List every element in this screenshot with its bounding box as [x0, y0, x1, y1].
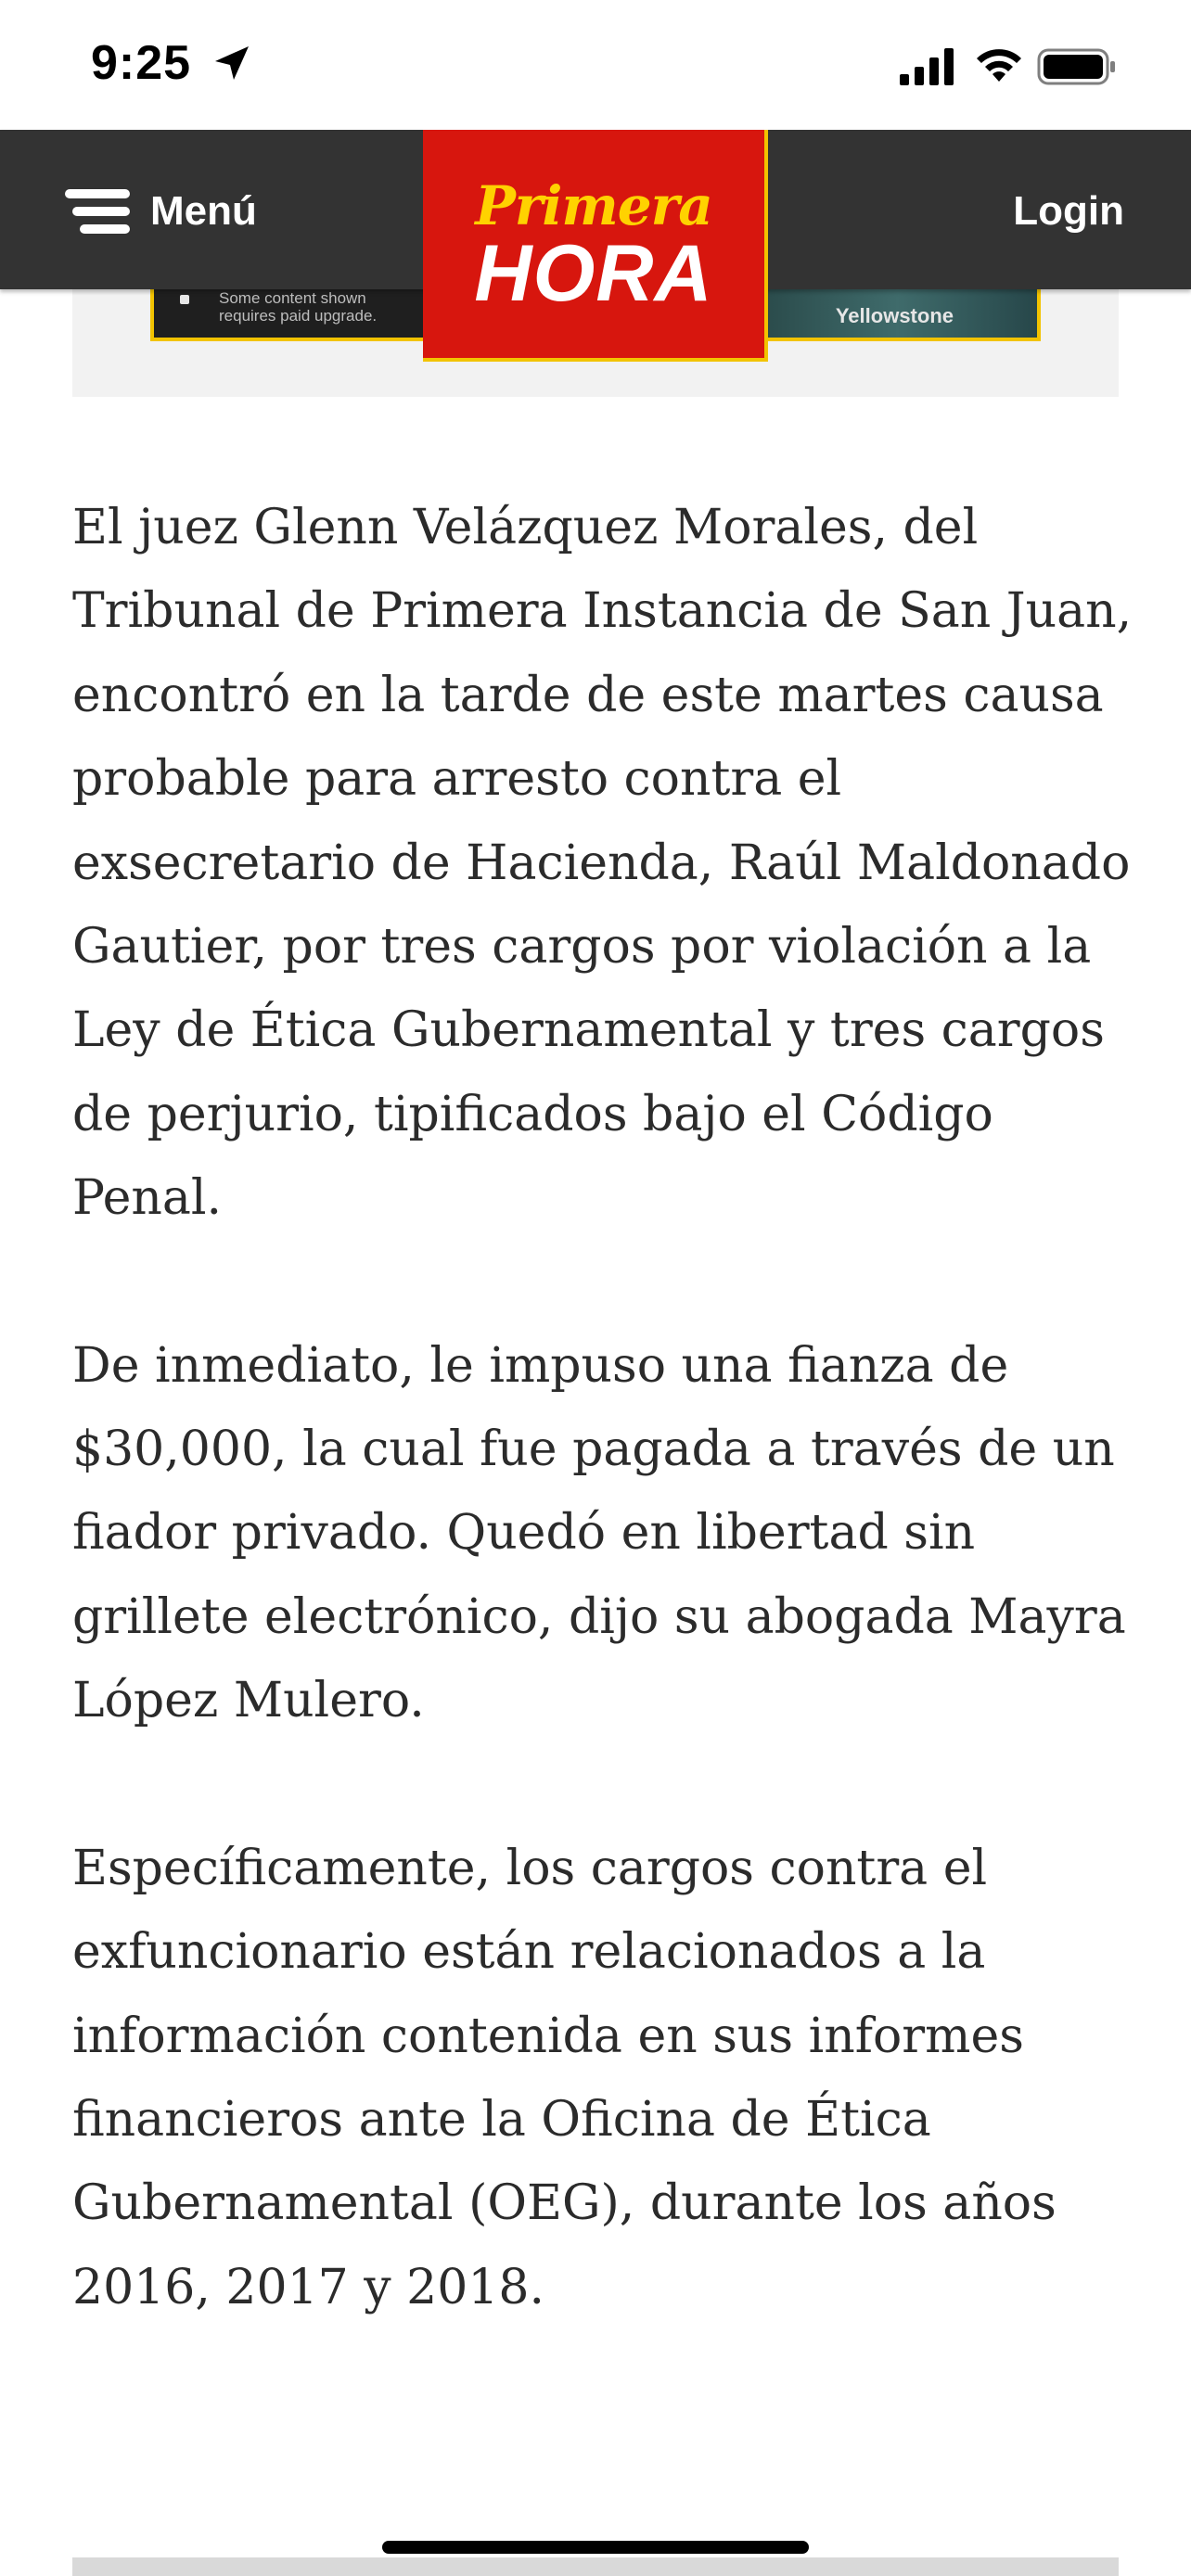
ad-brand: Yellowstone: [835, 304, 954, 327]
bottom-ad-placeholder: [72, 2557, 1119, 2576]
logo-primera-text: Primera: [475, 174, 712, 237]
ad-disclaimer-line1: Some content shown: [219, 289, 366, 307]
ad-disclaimer: [219, 289, 377, 325]
article-body: [72, 486, 1139, 2413]
ad-disclaimer-line2: requires paid upgrade.: [219, 307, 378, 325]
article-paragraph-2: De inmediato, le impuso una fianza de $30,000, la cual fue pagada a través de un fiador privado. Quedó en libertad sin grillete electrónico, dijo su abogada Mayra López Mulero.: [72, 1337, 1126, 1729]
article-paragraph-1: El juez Glenn Velázquez Morales, del Tribunal de Primera Instancia de San Juan, encontró en la tarde de este martes causa probable para arresto contra el exsecretario de Hacienda, Raúl Maldonado Gautier, por tres cargos por violación a la Ley de Ética Gubernamental y tres cargos de perjurio, tipificados bajo el Código Penal.: [72, 500, 1133, 1227]
logo-hora-text: HORA: [474, 229, 713, 318]
cellular-signal-icon: [900, 48, 957, 85]
article-paragraph-3: Específicamente, los cargos contra el exfuncionario están relacionados a la información contenida en sus informes financieros ante la Oficina de Ética Gubernamental (OEG), durante los años 2016, 2017 y 2018.: [72, 1840, 1057, 2315]
home-indicator: [382, 2541, 809, 2554]
login-button[interactable]: Login: [1013, 188, 1124, 234]
status-time: 9:25: [91, 36, 192, 90]
battery-icon: [1037, 48, 1117, 85]
location-arrow-icon: [210, 41, 254, 85]
ad-info-icon: [180, 295, 189, 304]
menu-label: Menú: [150, 188, 257, 234]
wifi-icon: [974, 45, 1024, 85]
primera-hora-logo[interactable]: [423, 130, 768, 362]
menu-button[interactable]: [65, 184, 257, 239]
hamburger-menu-icon: [65, 187, 137, 236]
status-bar: [0, 0, 1191, 130]
